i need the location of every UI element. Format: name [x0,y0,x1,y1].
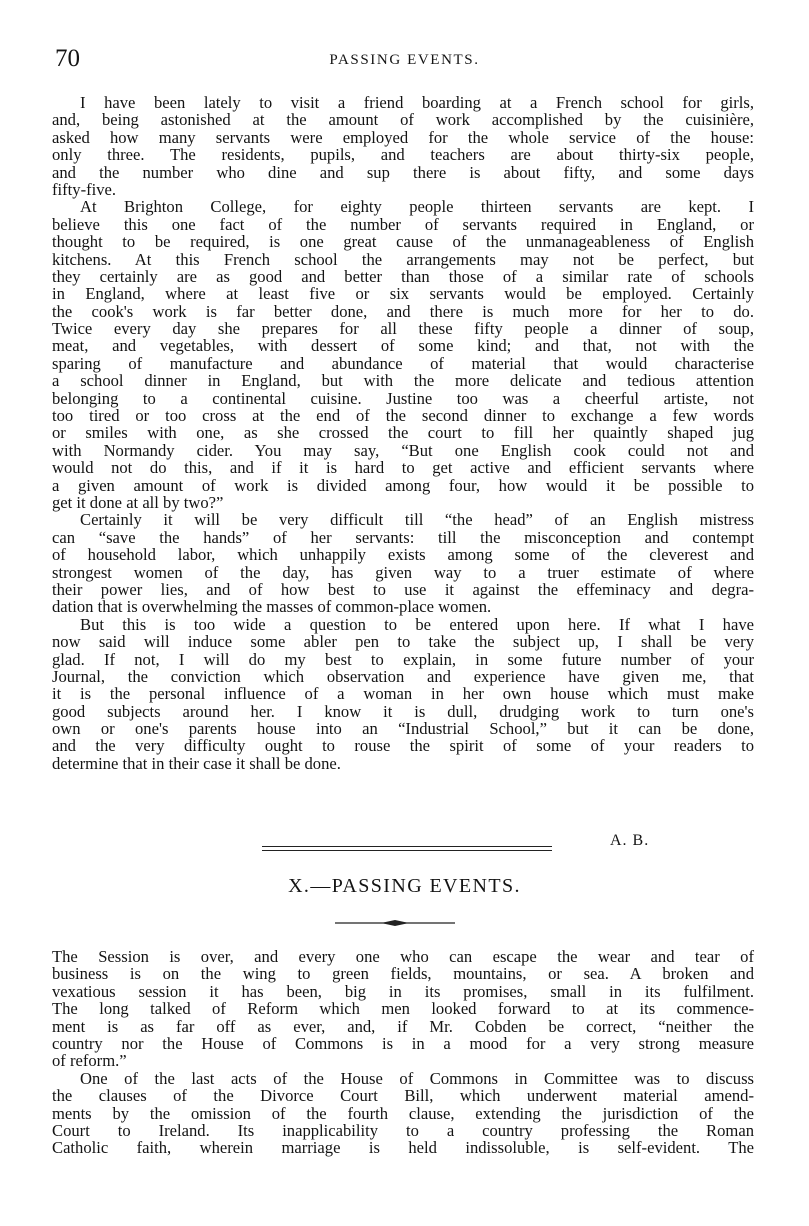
text-line: country nor the House of Commons is in a mood for a very strong measure [52,1033,754,1053]
text-line: and, being astonished at the amount of work accomplished by the cuisinière, [52,110,754,130]
text-line: Twice every day she prepares for all these fifty people a dinner of soup, [52,319,754,339]
text-line: Certainly it will be very difficult till “the head” of an English mistress [80,510,754,530]
text-line: thought to be required, is one great cause of the unmanageableness of English [52,232,754,252]
text-line: Court to Ireland. Its inapplicability to a country professing the Roman [52,1120,754,1140]
text-line: a school dinner in England, but with the more delicate and tedious attention [52,371,754,391]
text-line: their power lies, and of how best to use it against the effeminacy and degra- [52,579,754,599]
text-line: business is on the wing to green fields, mountains, or sea. A broken and [52,964,754,984]
text-line: believe this one fact of the number of servants required in England, or [52,214,754,234]
text-line: ment is as far off as ever, and, if Mr. Cobden be correct, “neither the [52,1016,754,1036]
passing-events-body [52,948,754,1157]
text-line: now said will induce some abler pen to take the subject up, I shall be very [52,632,754,652]
text-line: get it done at all by two?” [52,492,224,512]
text-line: it is the personal influence of a woman in her own house which must make [52,684,754,704]
text-line: would not do this, and if it is hard to get active and efficient servants where [52,458,754,478]
text-line: a given amount of work is divided among four, how would it be possible to [52,475,754,495]
text-line: and the very difficulty ought to rouse the spirit of some of your readers to [52,736,754,756]
text-line: belonging to a continental cuisine. Justine too was a cheerful artiste, not [52,388,754,408]
text-line: Catholic faith, wherein marriage is held indissoluble, is self-evident. The [52,1138,754,1158]
text-line: of reform.” [52,1051,127,1071]
text-line: good subjects around her. I know it is dull, drudging work to turn one's [52,701,754,721]
text-line: One of the last acts of the House of Commons in Committee was to discuss [80,1068,754,1088]
text-line: in England, where at least five or six servants would be employed. Certainly [52,284,754,304]
text-line: kitchens. At this French school the arrangements may not be perfect, but [52,249,754,269]
page-header [0,42,809,76]
text-line: The long talked of Reform which men looked forward to at its commence- [52,999,754,1019]
text-line: fifty-five. [52,179,117,199]
text-line: I have been lately to visit a friend boarding at a French school for girls, [80,93,754,112]
text-line: only three. The residents, pupils, and teachers are about thirty-six people, [52,145,754,165]
text-line: dation that is overwhelming the masses of common-place women. [52,597,492,617]
text-line: sparing of manufacture and abundance of material that would characterise [52,353,754,373]
text-line: But this is too wide a question to be entered upon here. If what I have [80,614,754,634]
text-line: they certainly are as good and better than those of a similar rate of schools [52,266,754,286]
text-line: with Normandy cider. You may say, “But one English cook could not and [52,440,754,460]
text-line: too tired or too cross at the end of the second dinner to exchange a few words [52,406,754,426]
text-line: can “save the hands” of her servants: till the misconception and contempt [52,527,754,547]
text-line: strongest women of the day, has given way to a truer estimate of where [52,562,754,582]
text-line: Journal, the conviction which observation and experience have given me, that [52,666,754,686]
text-line: the cook's work is far better done, and there is much more for her to do. [52,301,754,321]
signature: A. B. [610,832,650,849]
text-line: The Session is over, and every one who can escape the wear and tear of [52,947,754,966]
section-divider-bottom [262,850,552,851]
text-line: meat, and vegetables, with dessert of some kind; and that, not with the [52,336,754,356]
text-line: of household labor, which unhappily exists among some of the cleverest and [52,545,754,565]
section-heading: X.—PASSING EVENTS. [288,875,521,897]
text-line: asked how many servants were employed for the whole service of the house: [52,127,754,147]
section-divider-top [262,846,552,847]
text-line: At Brighton College, for eighty people thirteen servants are kept. I [80,197,754,217]
page-number: 70 [55,45,80,72]
text-line: ments by the omission of the fourth clause, extending the jurisdiction of the [52,1103,754,1123]
text-line: and the number who dine and sup there is about fifty, and some days [52,162,754,182]
letter-body [52,94,754,772]
ornamental-dash [335,918,455,928]
text-line: glad. If not, I will do my best to explain, in some future number of your [52,649,754,669]
text-line: or smiles with one, as she crossed the court to fill her quaintly shaped jug [52,423,754,443]
text-line: vexatious session it has been, big in its promises, small in its fulfilment. [52,981,754,1001]
text-line: determine that in their case it shall be done. [52,753,341,773]
text-line: the clauses of the Divorce Court Bill, which underwent material amend- [52,1086,754,1106]
text-line: own or one's parents house into an “Industrial School,” but it can be done, [52,719,754,739]
running-title: PASSING EVENTS. [329,52,480,68]
